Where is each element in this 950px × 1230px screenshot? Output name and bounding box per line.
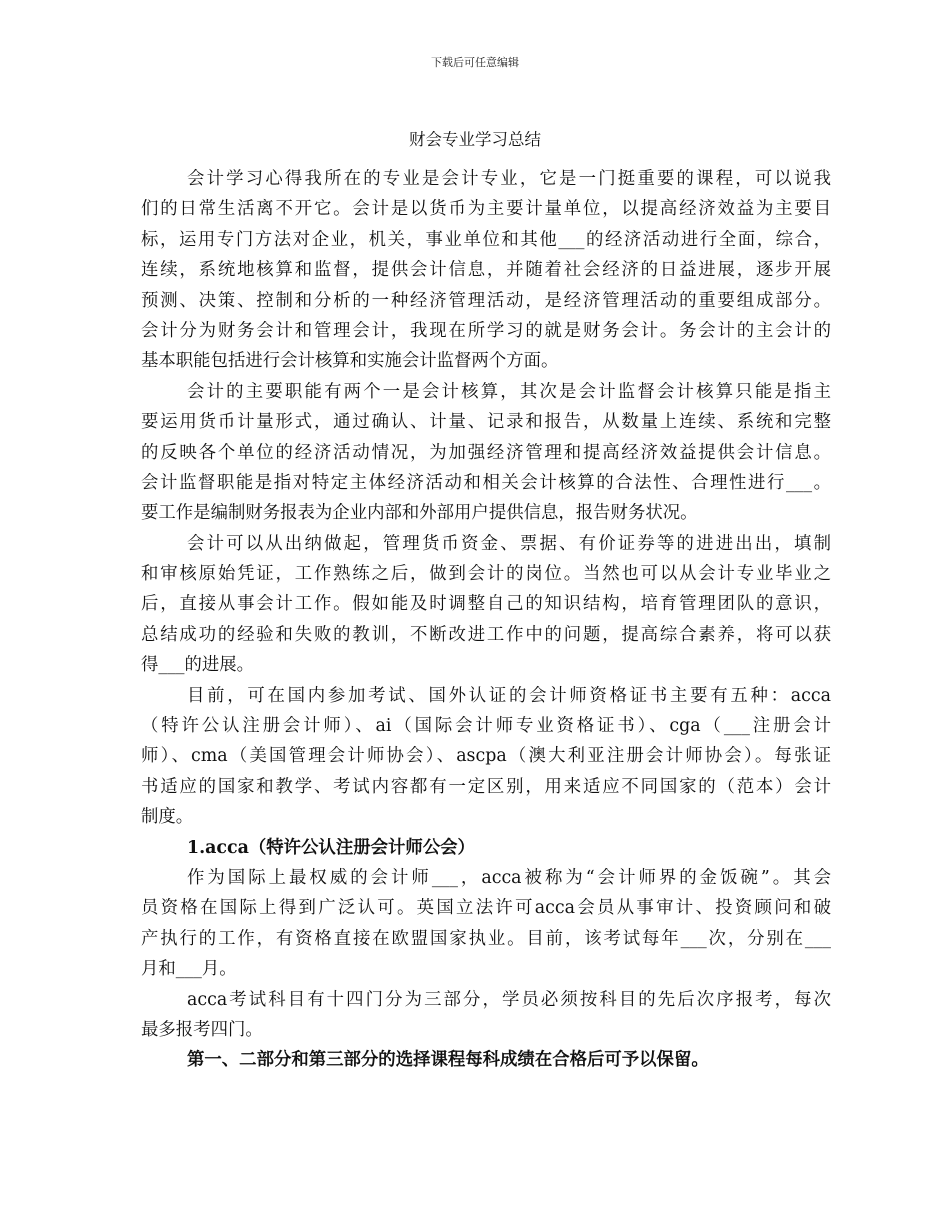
body-line: 最多报考四门。 (141, 1019, 263, 1040)
body-line: 和审核原始凭证，工作熟练之后，做到会计的岗位。当然也可以从会计专业毕业之 (141, 564, 831, 585)
body-line: 要运用货币计量形式，通过确认、计量、记录和报告，从数量上连续、系统和完整 (141, 412, 831, 433)
body-line: 会计分为财务会计和管理会计，我现在所学习的就是财务会计。务会计的主会计的 (141, 320, 831, 341)
body-line: 预测、决策、控制和分析的一种经济管理活动，是经济管理活动的重要组成部分。 (141, 290, 831, 311)
body-line: 作为国际上最权威的会计师___，acca被称为“会计师界的金饭碗”。其会 (187, 867, 831, 888)
body-line: 要工作是编制财务报表为企业内部和外部用户提供信息，报告财务状况。 (141, 503, 698, 524)
body-line: 标，运用专门方法对企业，机关，事业单位和其他___的经济活动进行全面，综合， (141, 229, 831, 250)
body-line: 连续，系统地核算和监督，提供会计信息，并随着社会经济的日益进展，逐步开展 (141, 260, 831, 281)
body-line: acca考试科目有十四门分为三部分，学员必须按科目的先后次序报考，每次 (187, 989, 831, 1010)
document-body (141, 164, 831, 1076)
body-line: 基本职能包括进行会计核算和实施会计监督两个方面。 (141, 351, 559, 372)
body-line: 的反映各个单位的经济活动情况，为加强经济管理和提高经济效益提供会计信息。 (141, 442, 831, 463)
body-line: 目前，可在国内参加考试、国外认证的会计师资格证书主要有五种：acca (187, 685, 831, 706)
body-line: 得___的进展。 (141, 655, 255, 676)
section-heading: 1.acca（特许公认注册会计师公会） (187, 837, 475, 858)
body-line: （特许公认注册会计师）、ai（国际会计师专业资格证书）、cga（___注册会计 (141, 716, 831, 737)
body-line: 员资格在国际上得到广泛认可。英国立法许可acca会员从事审计、投资顾问和破 (141, 898, 831, 919)
body-line: 书适应的国家和教学、考试内容都有一定区别，用来适应不同国家的（范本）会计 (141, 776, 831, 797)
body-line: 师）、cma（美国管理会计师协会）、ascpa（澳大利亚注册会计师协会）。每张证 (141, 746, 831, 767)
body-line: 月和___月。 (141, 959, 237, 980)
body-line: 会计监督职能是指对特定主体经济活动和相关会计核算的合法性、合理性进行___。 (141, 472, 831, 493)
document-title: 财会专业学习总结 (409, 130, 541, 149)
bold-paragraph: 第一、二部分和第三部分的选择课程每科成绩在合格后可予以保留。 (187, 1050, 709, 1071)
body-line: 会计学习心得我所在的专业是会计专业，它是一门挺重要的课程，可以说我 (187, 169, 831, 189)
page-header: 下载后可任意编辑 (431, 56, 519, 69)
body-line: 产执行的工作，有资格直接在欧盟国家执业。目前，该考试每年___次，分别在___ (141, 928, 831, 949)
body-line: 会计可以从出纳做起，管理货币资金、票据、有价证券等的进进出出，填制 (187, 533, 831, 554)
body-line: 后，直接从事会计工作。假如能及时调整自己的知识结构，培育管理团队的意识， (141, 594, 831, 615)
body-line: 会计的主要职能有两个一是会计核算，其次是会计监督会计核算只能是指主 (187, 381, 831, 402)
body-line: 们的日常生活离不开它。会计是以货币为主要计量单位，以提高经济效益为主要目 (141, 199, 831, 220)
body-line: 制度。 (141, 807, 194, 828)
body-line: 总结成功的经验和失败的教训，不断改进工作中的问题，提高综合素养，将可以获 (141, 624, 831, 645)
